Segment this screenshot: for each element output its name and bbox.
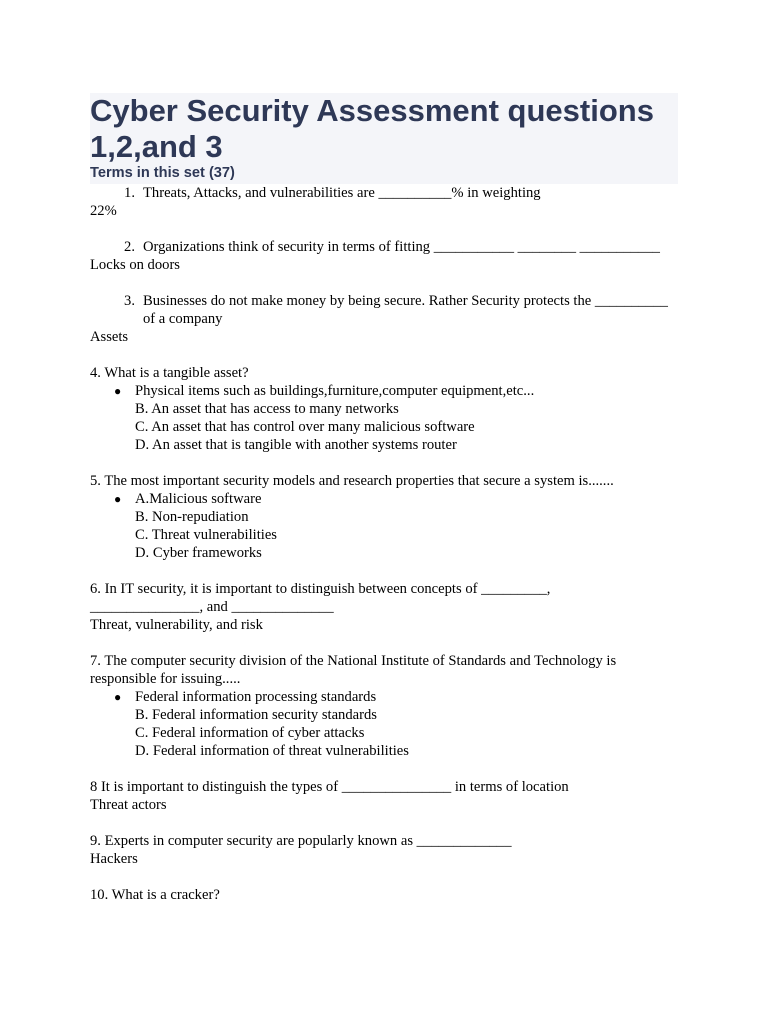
option-c: C. An asset that has control over many malicious software [135,419,475,435]
question-number: 3. [124,293,135,309]
question-8: 8 It is important to distinguish the types of _______________ in terms of location [90,779,569,795]
option-b: B. Federal information security standards [135,707,377,723]
question-text: Organizations think of security in terms of fitting ___________ ________ ___________ [143,239,660,255]
question-3 [90,292,680,328]
option-a [90,688,680,706]
answer-8: Threat actors [90,797,167,813]
answer-3: Assets [90,329,129,345]
question-6: 6. In IT security, it is important to distinguish between concepts of _________, _______________, and ______________ [90,581,551,615]
option-d: D. Federal information of threat vulnerabilities [135,743,409,759]
question-7: 7. The computer security division of the National Institute of Standards and Technology is responsible for issuing..... [90,653,617,687]
terms-count: Terms in this set (37) [90,165,235,181]
answer-6: Threat, vulnerability, and risk [90,617,263,633]
option-c: C. Threat vulnerabilities [135,527,277,543]
option-b: B. An asset that has access to many networks [135,401,399,417]
option-a [90,382,680,400]
answer-1: 22% [90,203,117,219]
option-c: C. Federal information of cyber attacks [135,725,365,741]
bullet-icon: ● [114,690,122,704]
option-d: D. Cyber frameworks [135,545,262,561]
question-4: 4. What is a tangible asset? [90,365,249,381]
option-text: Physical items such as buildings,furniture,computer equipment,etc... [135,383,535,399]
question-number: 1. [124,185,135,201]
question-2 [90,238,680,256]
bullet-icon: ● [114,384,122,398]
answer-9: Hackers [90,851,138,867]
question-text: Threats, Attacks, and vulnerabilities are __________% in weighting [143,185,541,201]
bullet-icon: ● [114,492,122,506]
option-text: A.Malicious software [135,491,262,507]
question-9: 9. Experts in computer security are popularly known as _____________ [90,833,512,849]
answer-2: Locks on doors [90,257,180,273]
question-1 [90,184,680,202]
option-a [90,490,680,508]
page-title: Cyber Security Assessment questions 1,2,and 3 [90,93,654,164]
option-d: D. An asset that is tangible with another systems router [135,437,457,453]
option-text: Federal information processing standards [135,689,377,705]
question-10: 10. What is a cracker? [90,887,220,903]
question-number: 2. [124,239,135,255]
question-5: 5. The most important security models and research properties that secure a system is....... [90,473,614,489]
option-b: B. Non-repudiation [135,509,249,525]
document-page [90,93,680,904]
question-text: Businesses do not make money by being secure. Rather Security protects the __________ of a company [143,293,668,327]
document-header [90,93,678,184]
